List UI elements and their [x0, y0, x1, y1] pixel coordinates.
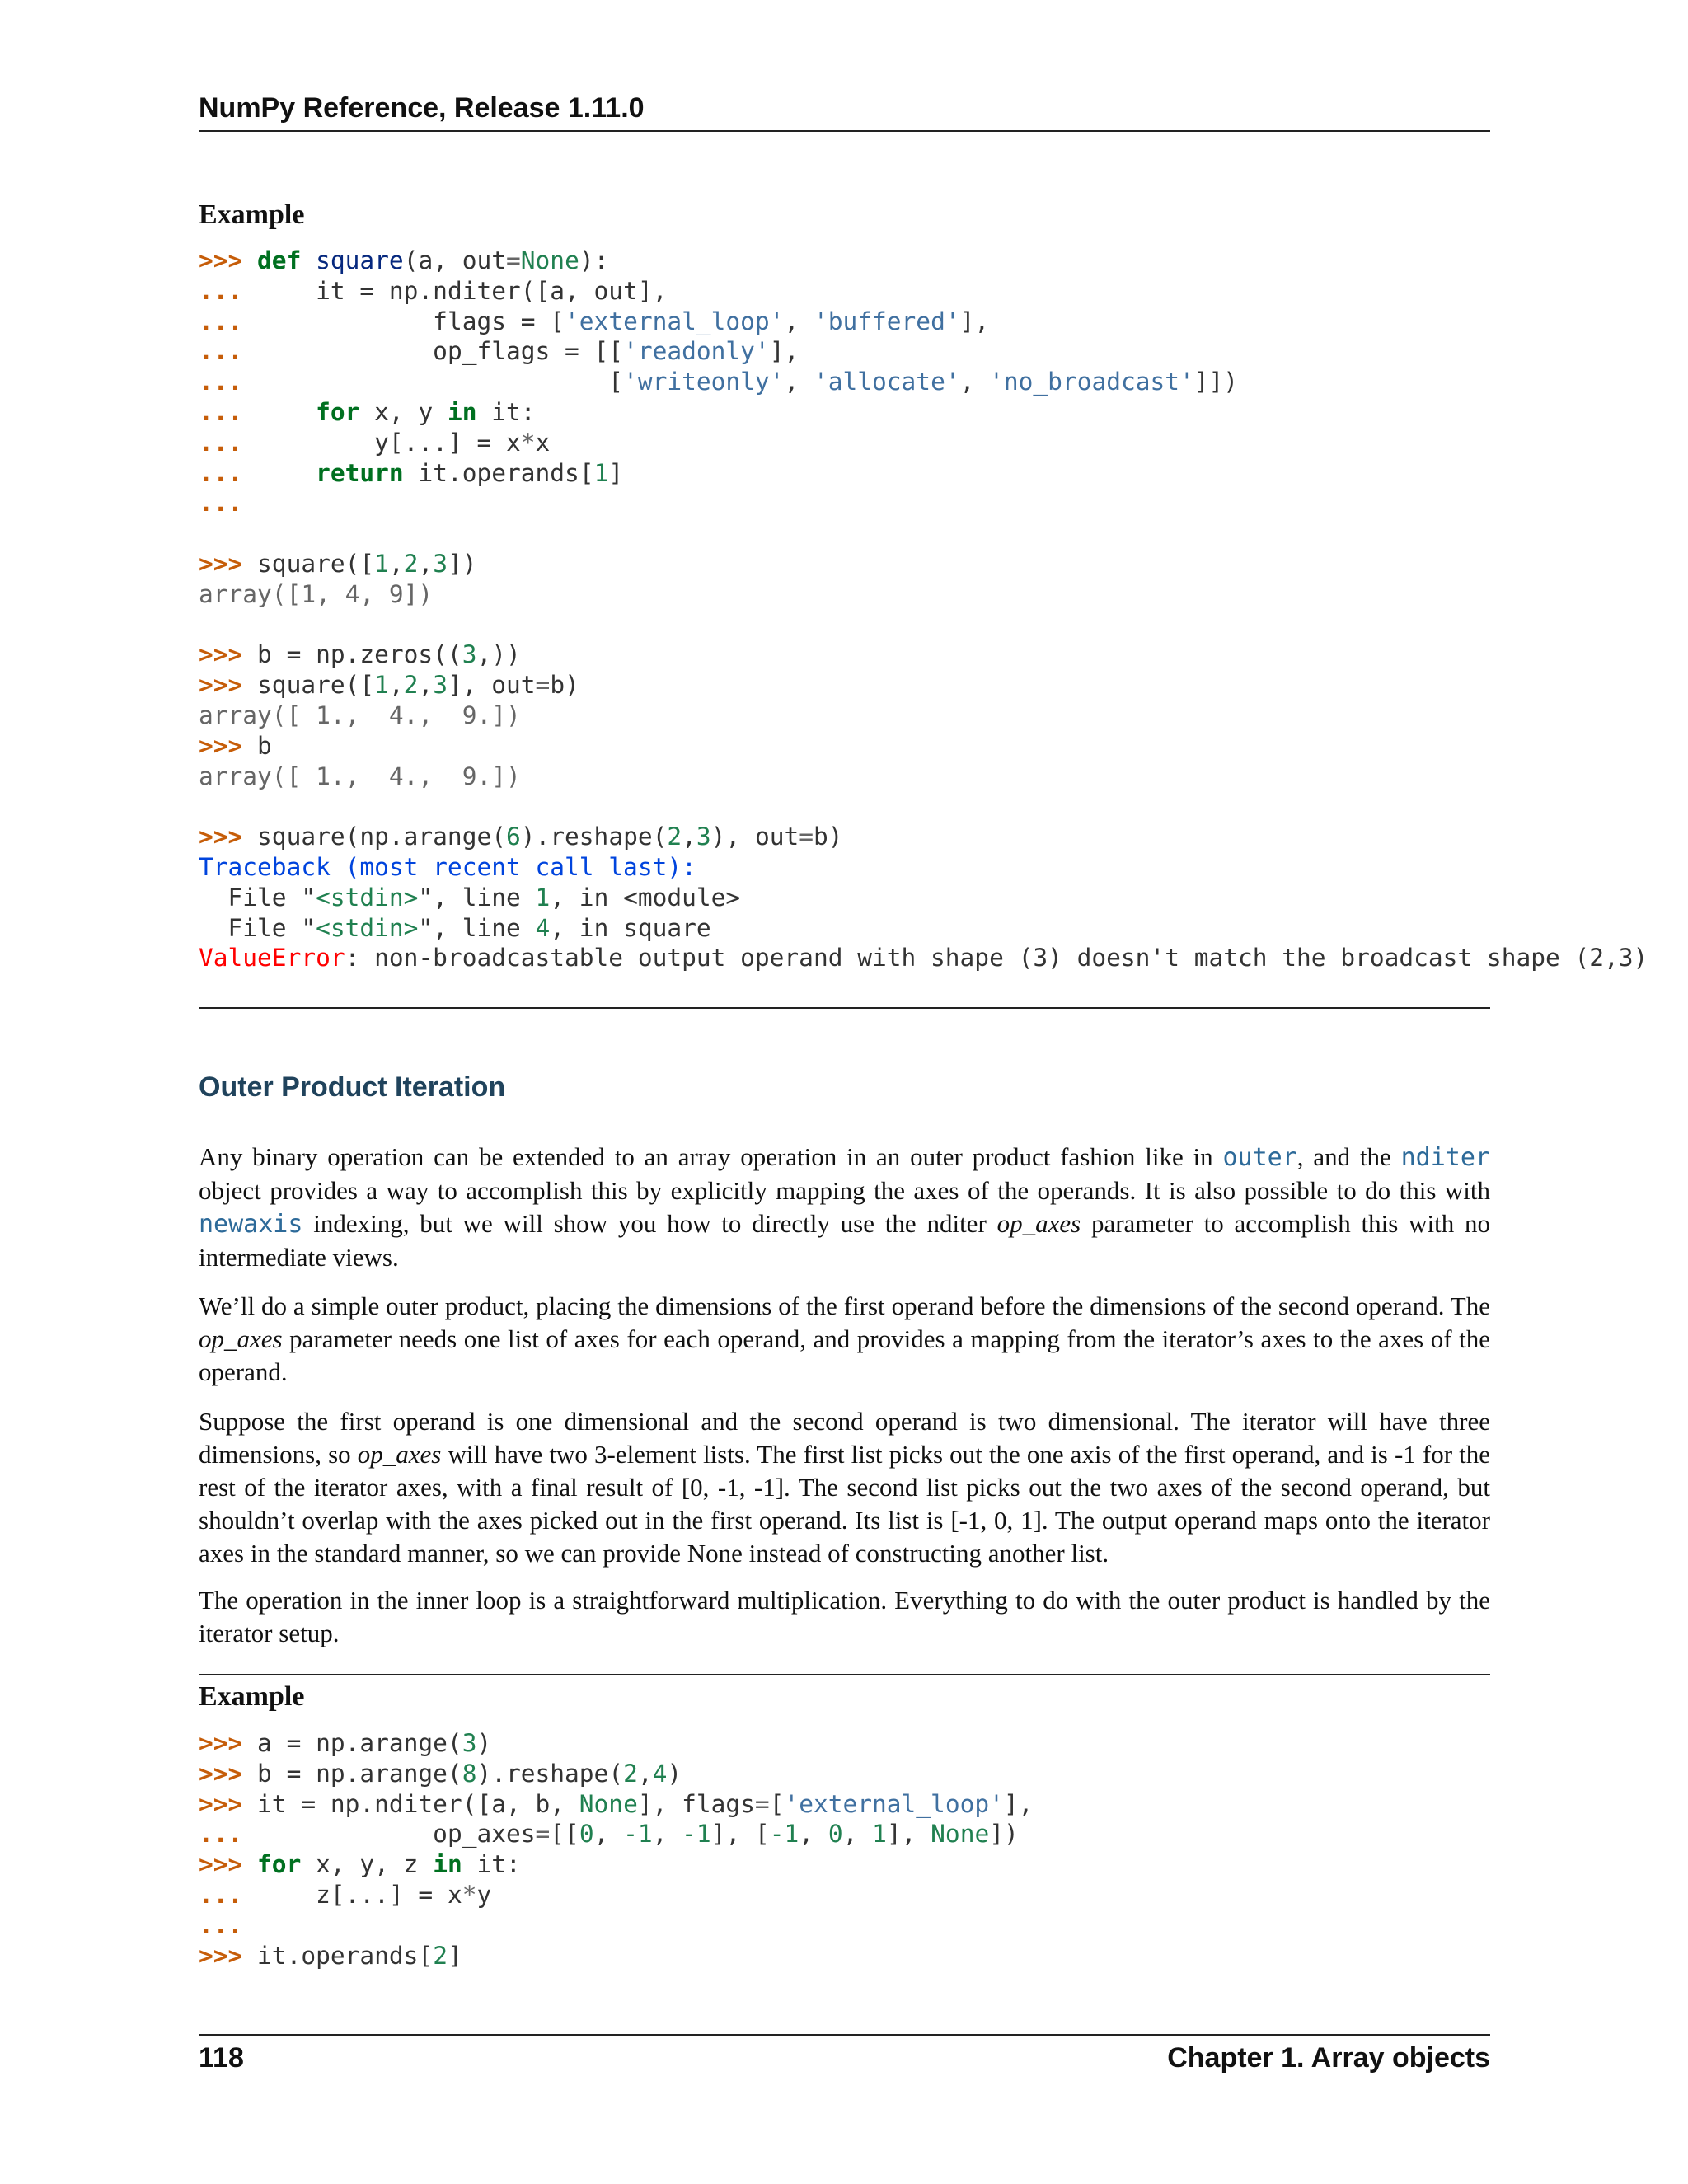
- example-start-rule: [199, 1674, 1490, 1675]
- code-keyword: return: [316, 458, 404, 487]
- code-code-text: ],: [886, 1820, 931, 1849]
- code-code-text: ,: [799, 1820, 828, 1849]
- code-line: [199, 1759, 1033, 1789]
- code-code-text: ], flags: [637, 1789, 755, 1818]
- code-prompt: >>>: [199, 823, 258, 851]
- code-line: [199, 488, 1648, 518]
- code-code-text: File ": [199, 883, 316, 912]
- code-error-name: ValueError: [199, 944, 345, 972]
- code-prompt: >>>: [199, 1729, 258, 1757]
- code-operator: array([ 1., 4., 9.]): [199, 762, 521, 790]
- code-string: 'external_loop': [784, 1789, 1004, 1818]
- code-prompt: ...: [199, 337, 243, 366]
- code-string: 'writeonly': [623, 368, 785, 396]
- code-code-text: b = np.zeros((: [257, 640, 462, 669]
- code-code-text: , in square: [550, 913, 711, 942]
- code-prompt: >>>: [199, 1850, 258, 1879]
- code-code-text: ), out: [710, 823, 799, 851]
- paragraph-text: parameter to accomplish this with no intermediate views.: [199, 1209, 1490, 1272]
- code-code-text: : non-broadcastable output operand with shape (3) doesn't match the broadcast shape (2,3): [345, 944, 1648, 972]
- code-operator: =: [754, 1789, 770, 1818]
- code-number: 2: [403, 549, 419, 578]
- code-line: [199, 549, 1648, 579]
- code-keyword: in: [447, 397, 477, 426]
- code-code-text: ,: [388, 671, 404, 700]
- code-traceback: Traceback (most recent call last):: [199, 852, 696, 881]
- code-code-text: op_axes: [242, 1820, 536, 1849]
- code-code-text: b: [257, 731, 272, 760]
- paragraph-text: will have two 3-element lists. The first list picks out the one axis of the first operand, and is -1 for the rest of the iterator axes, with a final result of [0, -1, -1]. The second list picks out the two axes of the second operand, but shouldn’t overlap with the axes picked out in the first operand. Its list is [-1, 0, 1]. The output operand maps onto the iterator axes in the standard manner, so we can provide None instead of constructing another list.: [199, 1440, 1490, 1568]
- code-code-text: square([: [257, 671, 375, 700]
- code-number: 2: [623, 1759, 638, 1788]
- code-code-text: it:: [476, 397, 536, 426]
- code-code-text: ]: [608, 458, 624, 487]
- code-number: <stdin>: [316, 913, 419, 942]
- code-code-text: flags = [: [242, 307, 565, 335]
- code-number: 2: [667, 823, 682, 851]
- code-code-text: ).reshape(: [520, 823, 668, 851]
- code-code-text: op_flags = [[: [242, 337, 624, 366]
- paragraph-text: , and the: [1296, 1142, 1401, 1171]
- code-operator: =: [799, 823, 814, 851]
- code-number: 3: [462, 640, 477, 669]
- code-code-text: ,: [682, 823, 696, 851]
- code-code-text: x, y: [359, 397, 448, 426]
- code-line: [199, 276, 1648, 307]
- code-code-text: ): [667, 1759, 682, 1788]
- code-number: 3: [433, 549, 448, 578]
- code-code-text: ]): [989, 1820, 1019, 1849]
- code-line: [199, 762, 1648, 792]
- code-number: 0: [579, 1820, 594, 1849]
- code-code-text: ):: [579, 246, 609, 274]
- code-code-text: x, y, z: [301, 1850, 434, 1879]
- code-reference: nditer: [1400, 1143, 1490, 1172]
- code-number: 1: [872, 1820, 887, 1849]
- code-line: [199, 246, 1648, 276]
- code-number: 8: [462, 1759, 477, 1788]
- code-number: 4: [535, 913, 551, 942]
- code-keyword: for: [257, 1850, 302, 1879]
- code-block-square: [199, 246, 1648, 973]
- code-code-text: b): [550, 671, 579, 700]
- code-line: [199, 579, 1648, 610]
- code-reference: newaxis: [199, 1210, 303, 1239]
- code-code-text: ],: [769, 337, 799, 366]
- example-end-rule: [199, 1007, 1490, 1009]
- code-prompt: ...: [199, 489, 243, 518]
- example-label-2: Example: [199, 1681, 305, 1712]
- code-code-text: it.operands[: [403, 458, 594, 487]
- code-code-text: it:: [462, 1850, 521, 1879]
- code-prompt: ...: [199, 458, 243, 487]
- code-prompt: ...: [199, 428, 243, 457]
- code-code-text: it = np.nditer([a, b,: [257, 1789, 579, 1818]
- footer-rule: [199, 2034, 1490, 2036]
- paragraph-outer-product: [199, 1290, 1490, 1389]
- code-number: 1: [535, 883, 551, 912]
- code-prompt: ...: [199, 397, 243, 426]
- paragraph-text: Suppose the first operand is one dimensional and the second operand is two dimensional. The iterator will have three dimensions, so: [199, 1407, 1490, 1469]
- code-code-text: ).reshape(: [476, 1759, 624, 1788]
- paragraph-intro: [199, 1141, 1490, 1274]
- code-number: 0: [828, 1820, 843, 1849]
- code-operator: =: [535, 1820, 551, 1849]
- code-line: [199, 1789, 1033, 1820]
- code-operator: *: [462, 1880, 477, 1909]
- example-label: Example: [199, 199, 305, 230]
- code-prompt: >>>: [199, 731, 258, 760]
- code-number: None: [520, 246, 579, 274]
- parameter-name: op_axes: [996, 1209, 1081, 1238]
- code-prompt: >>>: [199, 1759, 258, 1788]
- code-line: [199, 1941, 1033, 1971]
- code-number: 4: [652, 1759, 668, 1788]
- code-number: 3: [696, 823, 711, 851]
- code-reference: outer: [1222, 1143, 1297, 1172]
- code-operator: =: [506, 246, 521, 274]
- code-line: [199, 1819, 1033, 1849]
- code-code-text: ,: [593, 1820, 624, 1849]
- code-line: [199, 397, 1648, 428]
- code-code-text: , in <module>: [550, 883, 741, 912]
- paragraph-op-axes: [199, 1405, 1490, 1570]
- code-line: [199, 852, 1648, 883]
- code-prompt: >>>: [199, 671, 258, 700]
- code-keyword: def: [257, 246, 302, 274]
- code-number: -1: [623, 1820, 653, 1849]
- code-operator: array([1, 4, 9]): [199, 579, 434, 608]
- running-header-title: NumPy Reference, Release 1.11.0: [199, 92, 645, 124]
- code-code-text: ]): [447, 549, 477, 578]
- code-prompt: >>>: [199, 1941, 258, 1970]
- header-rule: [199, 130, 1490, 132]
- code-code-text: ]: [447, 1941, 462, 1970]
- code-block-outer: [199, 1728, 1033, 1971]
- code-code-text: y[...] = x: [242, 428, 521, 457]
- code-code-text: ,: [418, 671, 434, 700]
- code-code-text: [: [769, 1789, 785, 1818]
- code-string: 'no_broadcast': [989, 368, 1194, 396]
- code-code-text: ,: [388, 549, 404, 578]
- code-code-text: ,: [418, 549, 434, 578]
- code-code-text: ],: [1003, 1789, 1034, 1818]
- code-number: -1: [682, 1820, 711, 1849]
- parameter-name: op_axes: [199, 1324, 283, 1353]
- code-code-text: ], [: [710, 1820, 770, 1849]
- code-line: [199, 367, 1648, 397]
- code-code-text: ,: [842, 1820, 873, 1849]
- code-code-text: ", line: [418, 883, 536, 912]
- paragraph-text: indexing, but we will show you how to directly use the nditer: [302, 1209, 997, 1238]
- code-line: [199, 640, 1648, 670]
- code-code-text: ", line: [418, 913, 536, 942]
- code-number: 3: [433, 671, 448, 700]
- code-line: [199, 670, 1648, 701]
- code-line: [199, 1849, 1033, 1880]
- code-code-text: square([: [257, 549, 375, 578]
- code-code-text: [[: [550, 1820, 579, 1849]
- code-code-text: [: [242, 368, 624, 396]
- code-code-text: [242, 398, 316, 426]
- code-string: 'buffered': [813, 307, 960, 335]
- code-code-text: y: [476, 1880, 492, 1909]
- code-prompt: >>>: [199, 1789, 258, 1818]
- code-line: [199, 610, 1648, 640]
- code-number: 2: [433, 1941, 448, 1970]
- code-operator: array([ 1., 4., 9.]): [199, 701, 521, 729]
- code-prompt: ...: [199, 1880, 243, 1909]
- paragraph-inner-loop: [199, 1584, 1490, 1650]
- code-code-text: [301, 246, 316, 274]
- code-code-text: it.operands[: [257, 1941, 434, 1970]
- code-operator: *: [520, 428, 536, 457]
- code-prompt: ...: [199, 1820, 243, 1849]
- code-keyword: in: [433, 1850, 462, 1879]
- parameter-name: op_axes: [357, 1440, 442, 1469]
- code-code-text: ,: [637, 1759, 653, 1788]
- code-function-name: square: [316, 246, 404, 274]
- paragraph-text: We’ll do a simple outer product, placing the dimensions of the first operand before the dimensions of the second operand. The: [199, 1291, 1490, 1320]
- code-number: 1: [374, 549, 389, 578]
- page-number: 118: [199, 2042, 244, 2074]
- chapter-title: Chapter 1. Array objects: [1167, 2042, 1490, 2074]
- code-number: 2: [403, 671, 419, 700]
- code-code-text: ,: [784, 307, 814, 335]
- code-number: None: [931, 1820, 990, 1849]
- code-keyword: for: [316, 397, 360, 426]
- code-code-text: ): [476, 1729, 492, 1757]
- code-code-text: ], out: [447, 671, 536, 700]
- code-line: [199, 307, 1648, 337]
- code-number: None: [579, 1789, 638, 1818]
- code-code-text: a = np.arange(: [257, 1729, 462, 1757]
- paragraph-text: object provides a way to accomplish this by explicitly mapping the axes of the operands. It is also possible to do this with: [199, 1176, 1490, 1205]
- paragraph-text: parameter needs one list of axes for each operand, and provides a mapping from the iterator’s axes to the axes of the operand.: [199, 1324, 1490, 1386]
- code-line: [199, 428, 1648, 458]
- code-prompt: >>>: [199, 549, 258, 578]
- section-title: Outer Product Iteration: [199, 1071, 506, 1103]
- code-code-text: (a, out: [403, 246, 507, 274]
- code-code-text: b = np.arange(: [257, 1759, 462, 1788]
- code-code-text: ,: [652, 1820, 682, 1849]
- code-number: 1: [593, 458, 609, 487]
- code-prompt: ...: [199, 1910, 243, 1939]
- code-code-text: File ": [199, 913, 316, 942]
- code-operator: =: [535, 671, 551, 700]
- code-line: [199, 731, 1648, 762]
- code-prompt: >>>: [199, 640, 258, 669]
- code-number: 6: [505, 823, 521, 851]
- code-line: [199, 943, 1648, 973]
- code-code-text: ,)): [476, 640, 521, 669]
- code-number: 3: [462, 1729, 477, 1757]
- code-prompt: ...: [199, 307, 243, 335]
- code-code-text: square(np.arange(: [257, 823, 506, 851]
- code-line: [199, 822, 1648, 852]
- code-line: [199, 701, 1648, 731]
- code-line: [199, 1880, 1033, 1910]
- code-prompt: ...: [199, 368, 243, 396]
- code-code-text: it = np.nditer([a, out],: [242, 276, 668, 305]
- code-code-text: ],: [959, 307, 990, 335]
- code-string: 'external_loop': [565, 307, 785, 335]
- code-line: [199, 458, 1648, 489]
- code-string: 'allocate': [813, 368, 960, 396]
- code-number: -1: [769, 1820, 799, 1849]
- code-line: [199, 518, 1648, 549]
- code-line: [199, 1728, 1033, 1759]
- code-line: [199, 913, 1648, 944]
- code-code-text: [242, 459, 316, 487]
- code-string: 'readonly': [623, 337, 770, 366]
- code-line: [199, 791, 1648, 822]
- paragraph-text: The operation in the inner loop is a straightforward multiplication. Everything to do with the outer product is handled by the iterator setup.: [199, 1586, 1490, 1647]
- code-prompt: ...: [199, 276, 243, 305]
- code-code-text: ,: [784, 368, 814, 396]
- code-number: <stdin>: [316, 883, 419, 912]
- code-code-text: x: [535, 428, 551, 457]
- code-number: 1: [374, 671, 389, 700]
- code-code-text: z[...] = x: [242, 1880, 462, 1909]
- code-prompt: >>>: [199, 246, 258, 274]
- code-code-text: ,: [959, 368, 990, 396]
- code-line: [199, 883, 1648, 913]
- code-code-text: ]]): [1193, 368, 1239, 396]
- code-code-text: b): [814, 823, 843, 851]
- paragraph-text: Any binary operation can be extended to an array operation in an outer product fashion like in: [199, 1142, 1223, 1171]
- code-line: [199, 336, 1648, 367]
- code-line: [199, 1910, 1033, 1941]
